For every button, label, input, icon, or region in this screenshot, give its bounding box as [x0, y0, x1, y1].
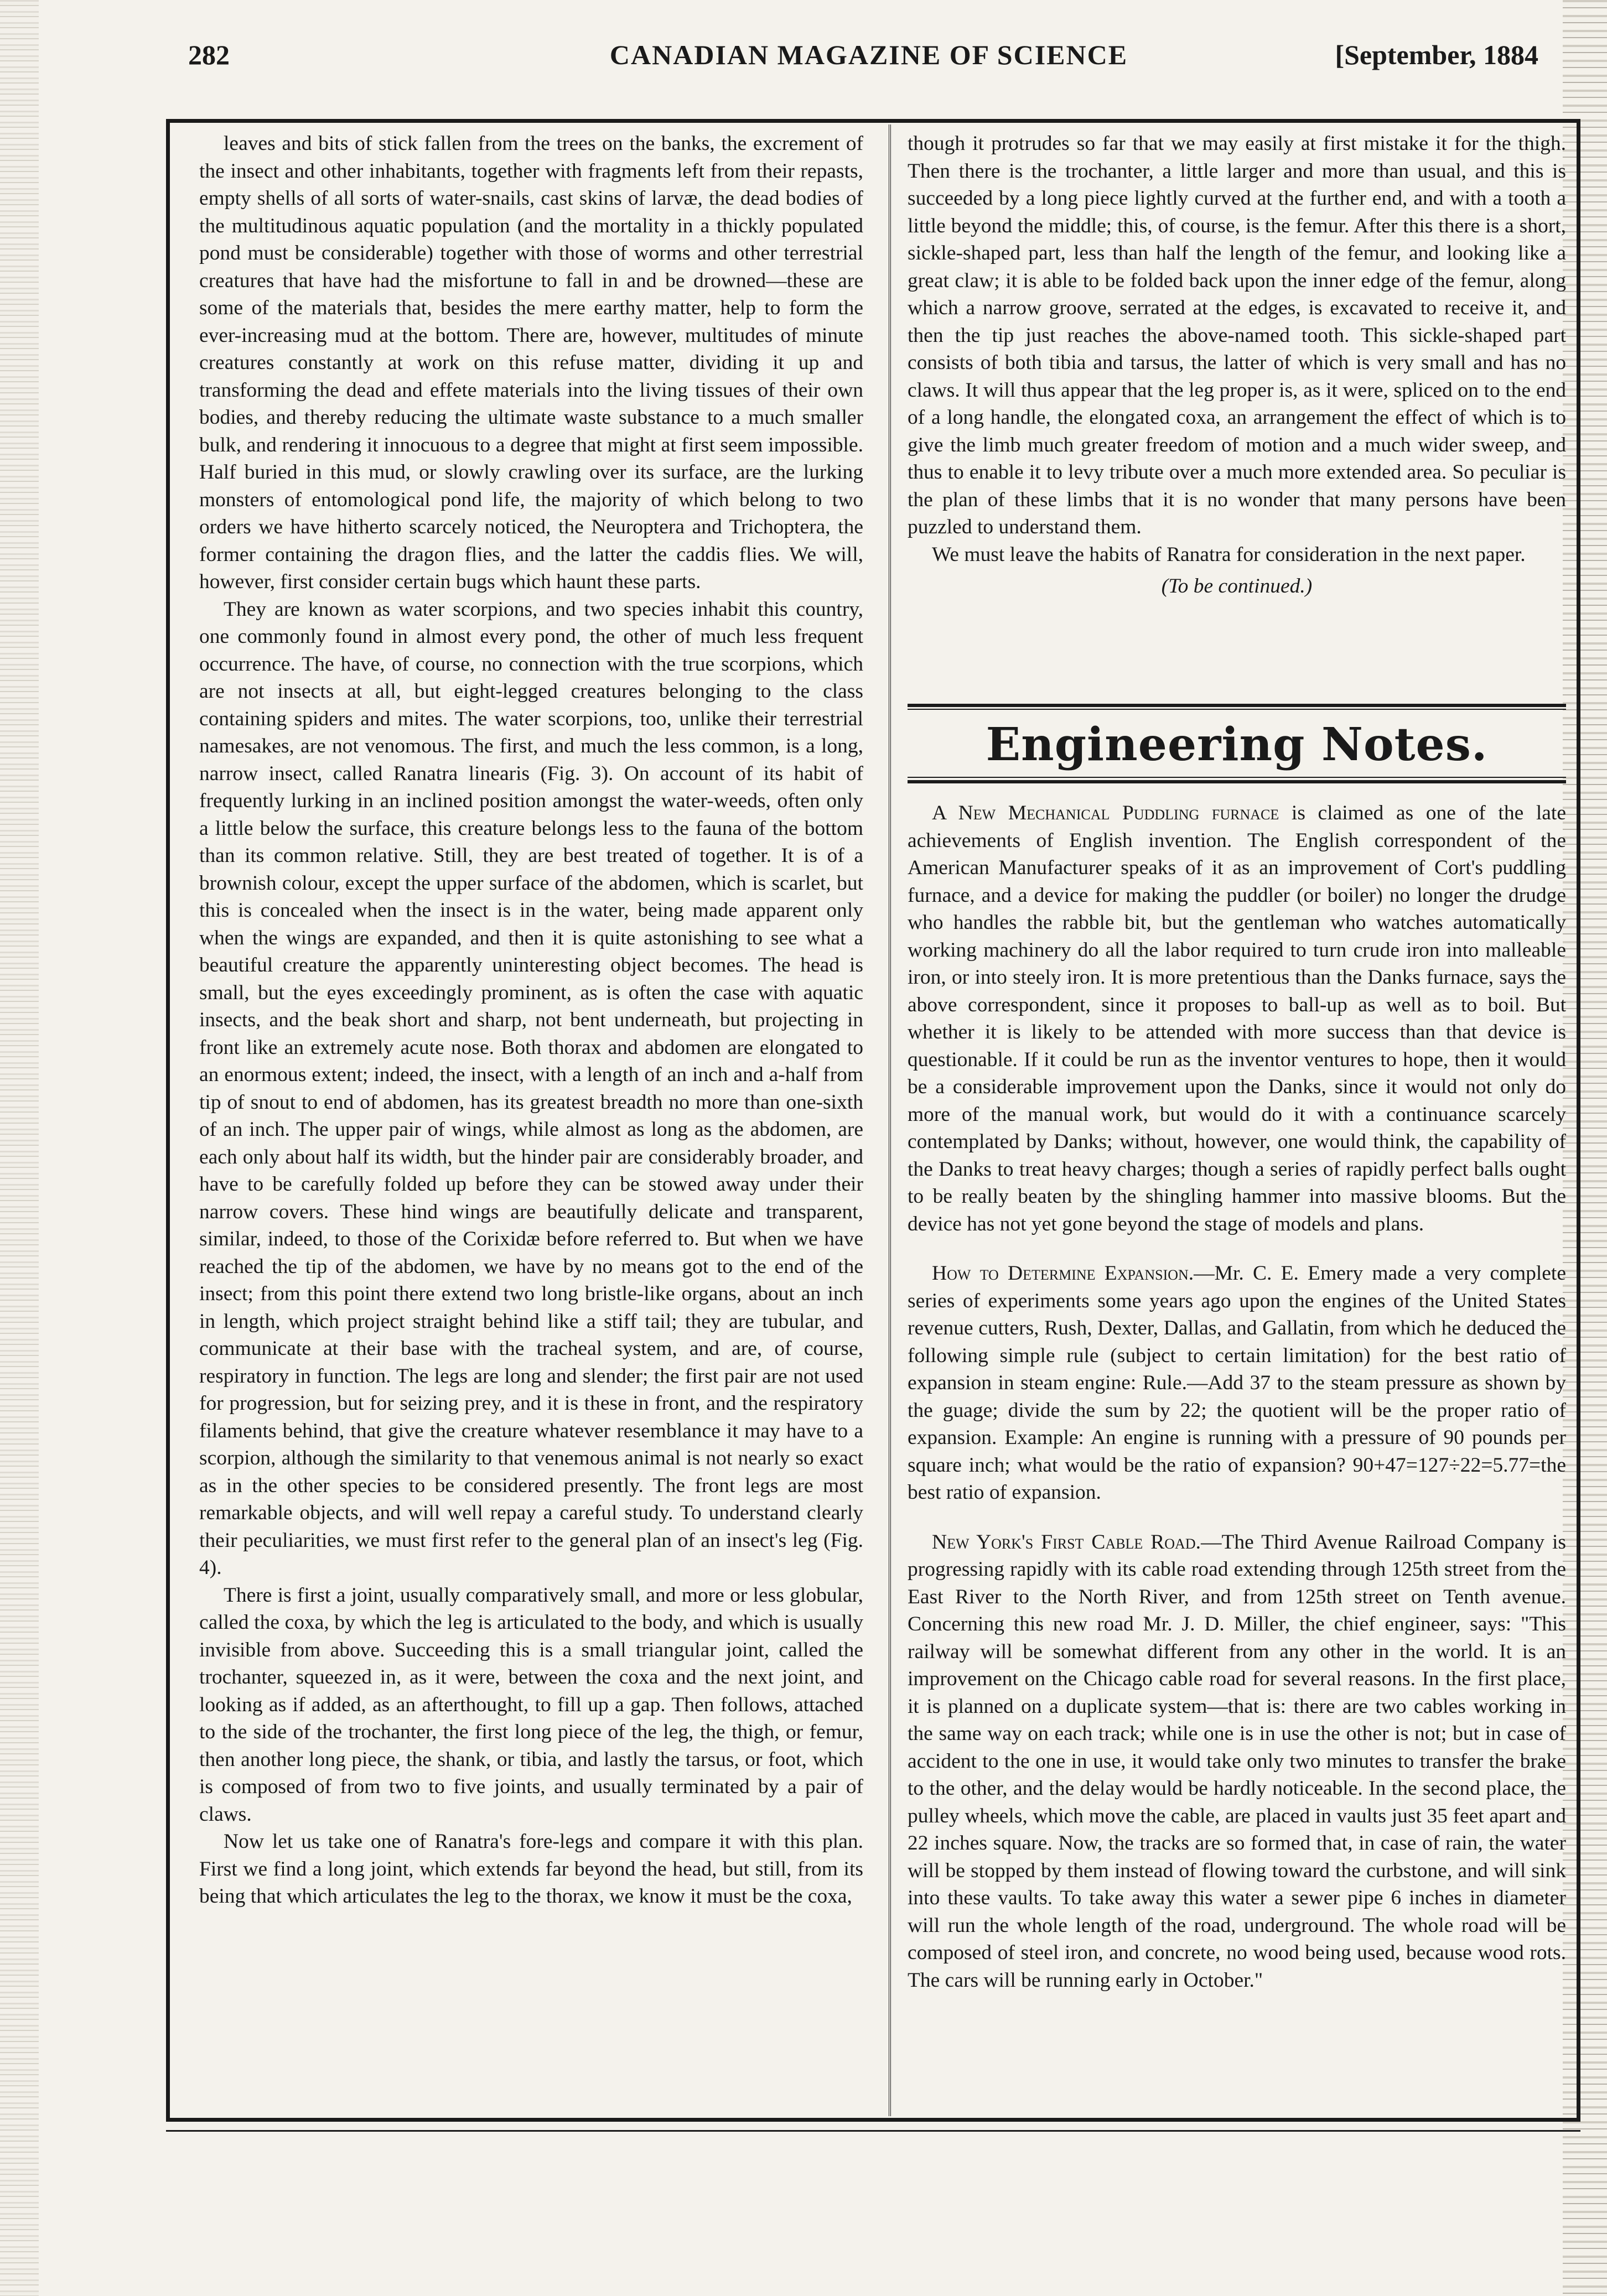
- note-lead: How to Determine Expansion.: [932, 1262, 1194, 1285]
- note-paragraph: [908, 1529, 1566, 1994]
- page-number: 282: [188, 39, 230, 70]
- section-rule: [908, 777, 1566, 778]
- section-rule: [908, 780, 1566, 783]
- paragraph: There is first a joint, usually comparatively small, and more or less globular, called the coxa, by which the leg is articulated to the body, and which is usually invisible from above. Succeeding this is a small triangular joint, called the trochanter, squeezed in, as it were, between the coxa and the next joint, and looking as if added, as an afterthought, to fill up a gap. Then follows, attached to the side of the trochanter, the first long piece of the leg, the thigh, or femur, then another long piece, the shank, or tibia, and lastly the tarsus, or foot, which is composed of from two to five joints, and usually terminated by a pair of claws.: [199, 1583, 863, 1826]
- note-body: is claimed as one of the late achievements of English invention. The English correspondent of the American Manufacturer speaks of it as an improvement of Cort's puddling furnace, and a device for making the puddler (or boiler) no longer the drudge who handles the rabble bit, but the gentleman who watches automatically working machinery do all the labor required to turn crude iron into malleable iron, or into steely iron. It is more pretentious than the Danks furnace, says the above correspondent, since it proposes to ball-up as well as to boil. But whether it is likely to be attended with more success than that device is questionable. If it could be run as the inventor ventures to hope, then it would be a considerable improvement upon the Danks, since it would not only do more of the manual work, but would do it with a continuance scarcely contemplated by Danks; without, however, one would think, the capability of the Danks to treat heavy charges; though a series of rapidly perfect balls ought to be really beaten by the shingling hammer into massive blooms. But the device has not yet gone beyond the stage of models and plans.: [908, 802, 1567, 1235]
- paragraph: We must leave the habits of Ranatra for consideration in the next paper.: [932, 543, 1526, 566]
- note-lead: A New Mechanical Puddling furnace: [932, 802, 1279, 824]
- left-column: [199, 130, 863, 1910]
- section-heading: Engineering Notes.: [986, 718, 1488, 771]
- page-header: [188, 39, 1583, 77]
- note-lead: New York's First Cable Road.: [932, 1530, 1201, 1554]
- paragraph: They are known as water scorpions, and two species inhabit this country, one commonly found in almost every pond, the other of much less frequent occurrence. The have, of course, no connection with the true scorpions, which are not insects at all, but eight-legged creatures belonging to the class containing spiders and mites. The water scorpions, too, unlike their terrestrial namesakes, are not venomous. The first, and much the less common, is a long, narrow insect, called Ranatra linearis (Fig. 3). On account of its habit of frequently lurking in an inclined position amongst the water-weeds, often only a little below the surface, this creature belongs less to the fauna of the bottom than its common relative. Still, they are best treated of together. It is of a brownish colour, except the upper surface of the abdomen, which is scarlet, but this is concealed when the insect is in the water, being made apparent only when the wings are expanded, and then it is quite astonishing to see what a beautiful creature the apparently uninteresting object becomes. The head is small, but the eyes exceedingly prominent, as is often the case with aquatic insects, and the beak short and sharp, not bent underneath, but projecting in front like an extremely acute nose. Both thorax and abdomen are elongated to an enormous extent; indeed, the insect, with a length of an inch and a-half from tip of snout to end of abdomen, has its greatest breadth no more than one-sixth of an inch. The upper pair of wings, while almost as long as the abdomen, are each only about half its width, but the hinder pair are considerably broader, and have to be carefully folded up before they can be stowed away under their narrow covers. These hind wings are beautifully delicate and transparent, similar, indeed, to those of the Corixidæ before referred to. But when we have reached the tip of the abdomen, we have by no means got to the end of the insect; from this point there extend two long bristle-like organs, about an inch in length, which project straight behind like a stiff tail; they are tubular, and communicate at their base with the tracheal system, and are, of course, respiratory in function. The legs are long and slender; the first pair are not used for progression, but for seizing prey, and it is these in front, and the respiratory filaments behind, that give the creature whatever resemblance it may have to a scorpion, although the similarity to that venemous animal is not nearly so exact as in the other species to be considered presently. The front legs are most remarkable objects, and will well repay a careful study. To understand clearly their peculiarities, we must first refer to the general plan of an insect's leg (Fig. 4).: [199, 598, 863, 1579]
- section-rule: [908, 704, 1566, 707]
- frame-bottom-rule: [166, 2130, 1580, 2132]
- right-column-article-end: [908, 130, 1566, 600]
- note-body: —Mr. C. E. Emery made a very complete series of experiments some years ago upon the engines of the United States revenue cutters, Rush, Dexter, Dallas, and Gallatin, from which he deduced the following simple rule (subject to certain limitation) for the best ratio of expansion in steam engine: Rule.—Add 37 to the steam pressure as shown by the guage; divide the sum by 22; the quotient will be the proper ratio of expansion. Example: An engine is running with a pressure of 90 pounds per square inch; what would be the ratio of expansion? 90+47=127÷22=5.77=the best ratio of expansion.: [908, 1262, 1566, 1504]
- note-paragraph: [908, 1260, 1566, 1507]
- column-divider: [889, 124, 891, 2116]
- paragraph: though it protrudes so far that we may easily at first mistake it for the thigh. Then there is the trochanter, a little larger and more than usual, and this is succeeded by a long piece lightly curved at the further end, and with a tooth a little beyond the middle; this, of course, is the femur. After this there is a short, sickle-shaped part, less than half the length of the femur, and looking like a great claw; it is able to be folded back upon the inner edge of the femur, along which a narrow groove, serrated at the edges, is excavated to receive it, and then the tip just reaches the above-named tooth. This sickle-shaped part consists of both tibia and tarsus, the latter of which is very small and has no claws. It will thus appear that the leg proper is, as it were, spliced on to the end of a long handle, the elongated coxa, an arrangement the effect of which is to give the limb much greater freedom of motion and a much wider sweep, and thus to enable it to levy tribute over a much more extended area. So peculiar is the plan of these limbs that it is no wonder that many persons have been puzzled to understand them.: [908, 132, 1566, 538]
- engineering-notes: [908, 799, 1566, 1994]
- note-paragraph: [908, 799, 1566, 1238]
- issue-date: [September, 1884: [1335, 39, 1538, 70]
- scan-edge-left: [0, 0, 39, 2296]
- note-body: —The Third Avenue Railroad Company is progressing rapidly with its cable road extending through 125th street from the East River to the North River, and from 125th street on Tenth avenue. Concerning this new road Mr. J. D. Miller, the chief engineer, says: "This railway will be somewhat different from any other in the world. It is an improvement on the Chicago cable road for several reasons. In the first place, it is planned on a duplicate system—that is: there are two cables working in the same way on each track; while one is in use the other is not; but in case of accident to the one in use, it would take only two minutes to transfer the brake to the other, and the delay would be hardly noticeable. In the second place, the pulley wheels, which move the cable, are placed in vaults just 35 feet apart and 22 inches square. Now, the tracks are so formed that, in case of rain, the water will be stopped by them instead of flowing toward the curbstone, and will sink into these vaults. To take away this water a sewer pipe 6 inches in diameter will run the whole length of the road, underground. The whole road will be composed of steel iron, and concrete, no wood being used, because wood rots. The cars will be running early in October.": [908, 1530, 1566, 1992]
- paragraph: leaves and bits of stick fallen from the trees on the banks, the excrement of the insect and other inhabitants, together with fragments left from their repasts, empty shells of all sorts of water-snails, cast skins of larvæ, the dead bodies of the multitudinous aquatic population (and the mortality in a thickly populated pond must be considerable) together with those of worms and other terrestrial creatures that have had the misfortune to fall in and be drowned—these are some of the materials that, besides the mere earthy matter, help to form the ever-increasing mud at the bottom. There are, however, multitudes of minute creatures constantly at work on this refuse matter, dividing it up and transforming the dead and effete materials into the living tissues of their own bodies, and thereby reducing the ultimate waste substance to a much smaller bulk, and rendering it innocuous to a degree that might at first seem impossible. Half buried in this mud, or slowly crawling over its surface, are the lurking monsters of entomological pond life, the majority of which belong to two orders we have hitherto scarcely noticed, the Neuroptera and Trichoptera, the former containing the dragon flies, and the latter the caddis flies. We will, however, first consider certain bugs which haunt these parts.: [199, 132, 863, 593]
- section-rule: [908, 709, 1566, 710]
- continued-note: (To be continued.): [1161, 575, 1313, 598]
- paragraph: Now let us take one of Ranatra's fore-legs and compare it with this plan. First we find a long joint, which extends far beyond the head, but still, from its being that which articulates the leg to the thorax, we know it must be the coxa,: [199, 1830, 863, 1908]
- magazine-title: CANADIAN MAGAZINE OF SCIENCE: [609, 39, 1128, 70]
